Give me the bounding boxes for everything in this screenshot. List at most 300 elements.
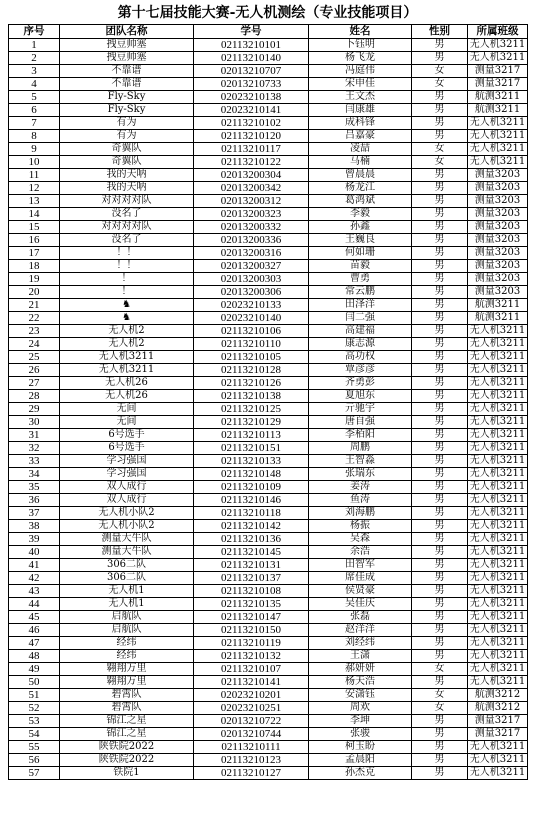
cell-team-name: 无人机3211 bbox=[60, 364, 194, 377]
cell-gender: 男 bbox=[412, 559, 468, 572]
cell-team-name: 我的天呐 bbox=[60, 182, 194, 195]
cell-index: 18 bbox=[9, 260, 60, 273]
cell-index: 29 bbox=[9, 403, 60, 416]
cell-class: 无人机3211 bbox=[468, 546, 528, 559]
cell-name: 齐勇彭 bbox=[309, 377, 412, 390]
cell-class: 无人机3211 bbox=[468, 52, 528, 65]
cell-gender: 男 bbox=[412, 676, 468, 689]
cell-team-name: 无间 bbox=[60, 403, 194, 416]
cell-gender: 男 bbox=[412, 611, 468, 624]
cell-index: 8 bbox=[9, 130, 60, 143]
cell-index: 17 bbox=[9, 247, 60, 260]
cell-student-id: 02113210151 bbox=[194, 442, 309, 455]
cell-name: 柯玉盼 bbox=[309, 741, 412, 754]
cell-student-id: 02113210129 bbox=[194, 416, 309, 429]
cell-gender: 男 bbox=[412, 299, 468, 312]
cell-student-id: 02113210142 bbox=[194, 520, 309, 533]
table-row bbox=[9, 78, 528, 91]
cell-team-name: 学习强国 bbox=[60, 455, 194, 468]
table-row bbox=[9, 130, 528, 143]
table-row bbox=[9, 624, 528, 637]
cell-index: 31 bbox=[9, 429, 60, 442]
cell-student-id: 02113210122 bbox=[194, 156, 309, 169]
cell-name: 赵洋洋 bbox=[309, 624, 412, 637]
cell-class: 无人机3211 bbox=[468, 156, 528, 169]
cell-name: 凌喆 bbox=[309, 143, 412, 156]
cell-gender: 男 bbox=[412, 338, 468, 351]
table-row bbox=[9, 91, 528, 104]
cell-team-name: 碧霄队 bbox=[60, 702, 194, 715]
cell-index: 19 bbox=[9, 273, 60, 286]
cell-name: 曾晨晨 bbox=[309, 169, 412, 182]
cell-gender: 女 bbox=[412, 78, 468, 91]
cell-index: 20 bbox=[9, 286, 60, 299]
cell-name: 吴森 bbox=[309, 533, 412, 546]
cell-name: 李坤 bbox=[309, 715, 412, 728]
cell-student-id: 02113210137 bbox=[194, 572, 309, 585]
cell-name: 安潇钰 bbox=[309, 689, 412, 702]
cell-name: 何如珊 bbox=[309, 247, 412, 260]
cell-name: 夏旭东 bbox=[309, 390, 412, 403]
cell-team-name: ！！ bbox=[60, 260, 194, 273]
cell-name: 高建福 bbox=[309, 325, 412, 338]
header-student-id: 学号 bbox=[194, 25, 309, 39]
cell-gender: 男 bbox=[412, 637, 468, 650]
cell-name: 田泽洋 bbox=[309, 299, 412, 312]
cell-index: 45 bbox=[9, 611, 60, 624]
cell-name: 郝妍妍 bbox=[309, 663, 412, 676]
cell-name: 周欢 bbox=[309, 702, 412, 715]
table-row bbox=[9, 429, 528, 442]
cell-student-id: 02113210131 bbox=[194, 559, 309, 572]
cell-gender: 男 bbox=[412, 767, 468, 780]
cell-team-name: 无人机26 bbox=[60, 377, 194, 390]
table-row bbox=[9, 689, 528, 702]
cell-name: 孙鑫 bbox=[309, 221, 412, 234]
cell-gender: 男 bbox=[412, 273, 468, 286]
cell-gender: 男 bbox=[412, 221, 468, 234]
cell-name: 刘经纬 bbox=[309, 637, 412, 650]
table-row bbox=[9, 325, 528, 338]
cell-team-name: 翱翔万里 bbox=[60, 676, 194, 689]
cell-student-id: 02013200327 bbox=[194, 260, 309, 273]
cell-team-name: ！ bbox=[60, 273, 194, 286]
table-row bbox=[9, 715, 528, 728]
cell-team-name: 不靠谱 bbox=[60, 78, 194, 91]
cell-student-id: 02113210111 bbox=[194, 741, 309, 754]
cell-gender: 男 bbox=[412, 728, 468, 741]
cell-gender: 男 bbox=[412, 52, 468, 65]
cell-team-name: 没名了 bbox=[60, 208, 194, 221]
cell-team-name: 无间 bbox=[60, 416, 194, 429]
cell-name: 吕嘉豪 bbox=[309, 130, 412, 143]
cell-name: 亓驰宇 bbox=[309, 403, 412, 416]
cell-name: 孟晨阳 bbox=[309, 754, 412, 767]
cell-class: 测量3203 bbox=[468, 286, 528, 299]
cell-student-id: 02013200312 bbox=[194, 195, 309, 208]
cell-student-id: 02013210733 bbox=[194, 78, 309, 91]
cell-gender: 男 bbox=[412, 130, 468, 143]
cell-team-name: 306二队 bbox=[60, 559, 194, 572]
cell-class: 无人机3211 bbox=[468, 468, 528, 481]
cell-gender: 女 bbox=[412, 702, 468, 715]
cell-team-name: 陕铁院2022 bbox=[60, 754, 194, 767]
cell-class: 无人机3211 bbox=[468, 364, 528, 377]
cell-gender: 男 bbox=[412, 572, 468, 585]
cell-team-name: 陕铁院2022 bbox=[60, 741, 194, 754]
cell-name: 杨振 bbox=[309, 520, 412, 533]
cell-index: 50 bbox=[9, 676, 60, 689]
table-row bbox=[9, 338, 528, 351]
cell-index: 36 bbox=[9, 494, 60, 507]
cell-class: 测量3217 bbox=[468, 65, 528, 78]
cell-index: 24 bbox=[9, 338, 60, 351]
cell-team-name: 拽豆帅塞 bbox=[60, 52, 194, 65]
cell-gender: 男 bbox=[412, 104, 468, 117]
table-row bbox=[9, 169, 528, 182]
cell-index: 37 bbox=[9, 507, 60, 520]
cell-gender: 男 bbox=[412, 39, 468, 52]
cell-student-id: 02113210105 bbox=[194, 351, 309, 364]
cell-index: 1 bbox=[9, 39, 60, 52]
cell-team-name: 无人机1 bbox=[60, 585, 194, 598]
cell-student-id: 02023210138 bbox=[194, 91, 309, 104]
cell-name: 杨飞龙 bbox=[309, 52, 412, 65]
cell-student-id: 02113210133 bbox=[194, 455, 309, 468]
cell-class: 无人机3211 bbox=[468, 663, 528, 676]
cell-class: 无人机3211 bbox=[468, 598, 528, 611]
cell-name: 马楠 bbox=[309, 156, 412, 169]
cell-gender: 男 bbox=[412, 481, 468, 494]
cell-gender: 男 bbox=[412, 650, 468, 663]
cell-gender: 男 bbox=[412, 117, 468, 130]
cell-name: 覃彦彦 bbox=[309, 364, 412, 377]
cell-class: 测量3203 bbox=[468, 247, 528, 260]
header-team-name: 团队名称 bbox=[60, 25, 194, 39]
cell-student-id: 02113210113 bbox=[194, 429, 309, 442]
cell-name: 冯庭伟 bbox=[309, 65, 412, 78]
cell-index: 2 bbox=[9, 52, 60, 65]
cell-index: 5 bbox=[9, 91, 60, 104]
table-row bbox=[9, 507, 528, 520]
cell-gender: 女 bbox=[412, 143, 468, 156]
table-row bbox=[9, 390, 528, 403]
cell-name: 李栢阳 bbox=[309, 429, 412, 442]
table-row bbox=[9, 286, 528, 299]
cell-index: 52 bbox=[9, 702, 60, 715]
cell-gender: 男 bbox=[412, 208, 468, 221]
table-row bbox=[9, 468, 528, 481]
cell-index: 34 bbox=[9, 468, 60, 481]
cell-class: 测量3217 bbox=[468, 715, 528, 728]
cell-class: 航测3212 bbox=[468, 702, 528, 715]
cell-team-name: 无人机1 bbox=[60, 598, 194, 611]
table-row bbox=[9, 572, 528, 585]
cell-class: 无人机3211 bbox=[468, 338, 528, 351]
table-row bbox=[9, 728, 528, 741]
cell-student-id: 02113210132 bbox=[194, 650, 309, 663]
table-row bbox=[9, 195, 528, 208]
cell-class: 无人机3211 bbox=[468, 403, 528, 416]
cell-gender: 男 bbox=[412, 754, 468, 767]
cell-gender: 男 bbox=[412, 91, 468, 104]
cell-student-id: 02023210133 bbox=[194, 299, 309, 312]
cell-student-id: 02113210127 bbox=[194, 767, 309, 780]
cell-student-id: 02113210101 bbox=[194, 39, 309, 52]
cell-name: 田智军 bbox=[309, 559, 412, 572]
roster-table bbox=[8, 24, 528, 780]
cell-index: 30 bbox=[9, 416, 60, 429]
cell-gender: 男 bbox=[412, 403, 468, 416]
cell-name: 王巍良 bbox=[309, 234, 412, 247]
cell-student-id: 02113210128 bbox=[194, 364, 309, 377]
cell-index: 10 bbox=[9, 156, 60, 169]
cell-student-id: 02013210722 bbox=[194, 715, 309, 728]
table-row bbox=[9, 650, 528, 663]
cell-class: 无人机3211 bbox=[468, 559, 528, 572]
cell-team-name: 6号选手 bbox=[60, 429, 194, 442]
cell-gender: 男 bbox=[412, 234, 468, 247]
cell-name: 张磊 bbox=[309, 611, 412, 624]
cell-index: 14 bbox=[9, 208, 60, 221]
cell-index: 57 bbox=[9, 767, 60, 780]
cell-index: 12 bbox=[9, 182, 60, 195]
cell-name: 侯贤豪 bbox=[309, 585, 412, 598]
cell-gender: 男 bbox=[412, 416, 468, 429]
cell-student-id: 02113210118 bbox=[194, 507, 309, 520]
cell-name: 张骏 bbox=[309, 728, 412, 741]
cell-gender: 男 bbox=[412, 169, 468, 182]
cell-class: 无人机3211 bbox=[468, 481, 528, 494]
cell-team-name: 有为 bbox=[60, 117, 194, 130]
cell-team-name: 启航队 bbox=[60, 624, 194, 637]
cell-index: 22 bbox=[9, 312, 60, 325]
cell-index: 56 bbox=[9, 754, 60, 767]
cell-team-name: 对对对对队 bbox=[60, 221, 194, 234]
table-row bbox=[9, 585, 528, 598]
cell-team-name: 双人成行 bbox=[60, 481, 194, 494]
cell-team-name: 奇翼队 bbox=[60, 143, 194, 156]
cell-index: 27 bbox=[9, 377, 60, 390]
cell-index: 39 bbox=[9, 533, 60, 546]
cell-index: 44 bbox=[9, 598, 60, 611]
cell-class: 无人机3211 bbox=[468, 351, 528, 364]
cell-index: 43 bbox=[9, 585, 60, 598]
cell-student-id: 02113210148 bbox=[194, 468, 309, 481]
table-row bbox=[9, 377, 528, 390]
cell-class: 无人机3211 bbox=[468, 442, 528, 455]
cell-name: 闫二强 bbox=[309, 312, 412, 325]
cell-class: 无人机3211 bbox=[468, 416, 528, 429]
cell-name: 高功权 bbox=[309, 351, 412, 364]
cell-student-id: 02023210251 bbox=[194, 702, 309, 715]
header-name: 姓名 bbox=[309, 25, 412, 39]
cell-index: 4 bbox=[9, 78, 60, 91]
cell-class: 无人机3211 bbox=[468, 429, 528, 442]
cell-student-id: 02023210141 bbox=[194, 104, 309, 117]
cell-student-id: 02113210102 bbox=[194, 117, 309, 130]
header-index: 序号 bbox=[9, 25, 60, 39]
cell-index: 15 bbox=[9, 221, 60, 234]
cell-class: 无人机3211 bbox=[468, 767, 528, 780]
cell-index: 32 bbox=[9, 442, 60, 455]
cell-index: 40 bbox=[9, 546, 60, 559]
cell-gender: 男 bbox=[412, 390, 468, 403]
cell-gender: 男 bbox=[412, 585, 468, 598]
cell-class: 无人机3211 bbox=[468, 143, 528, 156]
cell-class: 无人机3211 bbox=[468, 390, 528, 403]
cell-class: 无人机3211 bbox=[468, 325, 528, 338]
cell-team-name: 无人机小队2 bbox=[60, 520, 194, 533]
cell-team-name: 翱翔万里 bbox=[60, 663, 194, 676]
table-row bbox=[9, 351, 528, 364]
cell-class: 无人机3211 bbox=[468, 130, 528, 143]
cell-student-id: 02113210119 bbox=[194, 637, 309, 650]
cell-gender: 男 bbox=[412, 247, 468, 260]
table-row bbox=[9, 143, 528, 156]
cell-class: 航测3212 bbox=[468, 689, 528, 702]
table-header-row bbox=[9, 25, 528, 39]
cell-class: 测量3203 bbox=[468, 234, 528, 247]
table-row bbox=[9, 455, 528, 468]
cell-class: 无人机3211 bbox=[468, 650, 528, 663]
cell-index: 46 bbox=[9, 624, 60, 637]
cell-gender: 男 bbox=[412, 494, 468, 507]
cell-gender: 男 bbox=[412, 468, 468, 481]
table-row bbox=[9, 663, 528, 676]
cell-team-name: 双人成行 bbox=[60, 494, 194, 507]
cell-student-id: 02113210117 bbox=[194, 143, 309, 156]
cell-index: 54 bbox=[9, 728, 60, 741]
cell-name: 康志源 bbox=[309, 338, 412, 351]
cell-class: 无人机3211 bbox=[468, 494, 528, 507]
cell-team-name: ！ bbox=[60, 286, 194, 299]
cell-student-id: 02013210744 bbox=[194, 728, 309, 741]
cell-name: 吴佳庆 bbox=[309, 598, 412, 611]
cell-team-name: 经纬 bbox=[60, 637, 194, 650]
cell-class: 航测3211 bbox=[468, 312, 528, 325]
cell-class: 航测3211 bbox=[468, 299, 528, 312]
cell-gender: 男 bbox=[412, 260, 468, 273]
cell-student-id: 02113210107 bbox=[194, 663, 309, 676]
table-row bbox=[9, 637, 528, 650]
cell-gender: 男 bbox=[412, 195, 468, 208]
cell-class: 航测3211 bbox=[468, 104, 528, 117]
cell-index: 7 bbox=[9, 117, 60, 130]
header-class: 所属班级 bbox=[468, 25, 528, 39]
cell-index: 26 bbox=[9, 364, 60, 377]
cell-gender: 男 bbox=[412, 182, 468, 195]
cell-gender: 男 bbox=[412, 364, 468, 377]
cell-class: 测量3203 bbox=[468, 260, 528, 273]
cell-name: 余浩 bbox=[309, 546, 412, 559]
table-row bbox=[9, 767, 528, 780]
cell-student-id: 02113210120 bbox=[194, 130, 309, 143]
cell-team-name: Fly-Sky bbox=[60, 104, 194, 117]
cell-student-id: 02113210150 bbox=[194, 624, 309, 637]
cell-name: 曹勇 bbox=[309, 273, 412, 286]
table-row bbox=[9, 702, 528, 715]
cell-gender: 男 bbox=[412, 715, 468, 728]
cell-student-id: 02013200342 bbox=[194, 182, 309, 195]
cell-team-name: 无人机3211 bbox=[60, 351, 194, 364]
cell-team-name: 我的天呐 bbox=[60, 169, 194, 182]
cell-name: 周鹏 bbox=[309, 442, 412, 455]
cell-student-id: 02013210707 bbox=[194, 65, 309, 78]
cell-gender: 男 bbox=[412, 377, 468, 390]
cell-student-id: 02013200336 bbox=[194, 234, 309, 247]
header-gender: 性别 bbox=[412, 25, 468, 39]
cell-student-id: 02023210140 bbox=[194, 312, 309, 325]
cell-gender: 男 bbox=[412, 429, 468, 442]
cell-team-name: 6号选手 bbox=[60, 442, 194, 455]
cell-index: 51 bbox=[9, 689, 60, 702]
cell-team-name: 没名了 bbox=[60, 234, 194, 247]
cell-team-name: 锦江之星 bbox=[60, 715, 194, 728]
cell-gender: 男 bbox=[412, 741, 468, 754]
table-row bbox=[9, 533, 528, 546]
cell-index: 16 bbox=[9, 234, 60, 247]
cell-team-name: Fly-Sky bbox=[60, 91, 194, 104]
cell-class: 无人机3211 bbox=[468, 455, 528, 468]
cell-index: 53 bbox=[9, 715, 60, 728]
cell-gender: 男 bbox=[412, 312, 468, 325]
cell-class: 无人机3211 bbox=[468, 624, 528, 637]
cell-name: 席佳成 bbox=[309, 572, 412, 585]
cell-class: 无人机3211 bbox=[468, 754, 528, 767]
cell-student-id: 02113210110 bbox=[194, 338, 309, 351]
cell-class: 测量3203 bbox=[468, 182, 528, 195]
cell-index: 33 bbox=[9, 455, 60, 468]
cell-student-id: 02113210123 bbox=[194, 754, 309, 767]
cell-name: 李毅 bbox=[309, 208, 412, 221]
cell-student-id: 02113210146 bbox=[194, 494, 309, 507]
cell-name: 唐自强 bbox=[309, 416, 412, 429]
cell-student-id: 02113210141 bbox=[194, 676, 309, 689]
cell-class: 无人机3211 bbox=[468, 676, 528, 689]
cell-class: 测量3203 bbox=[468, 273, 528, 286]
table-row bbox=[9, 416, 528, 429]
cell-gender: 男 bbox=[412, 520, 468, 533]
cell-name: 苗毅 bbox=[309, 260, 412, 273]
cell-student-id: 02013200306 bbox=[194, 286, 309, 299]
cell-name: 闫康雄 bbox=[309, 104, 412, 117]
cell-gender: 女 bbox=[412, 663, 468, 676]
cell-name: 鱼涛 bbox=[309, 494, 412, 507]
table-row bbox=[9, 52, 528, 65]
cell-team-name: ♞ bbox=[60, 299, 194, 312]
table-row bbox=[9, 481, 528, 494]
cell-name: 孙杰克 bbox=[309, 767, 412, 780]
cell-index: 25 bbox=[9, 351, 60, 364]
table-row bbox=[9, 247, 528, 260]
cell-index: 23 bbox=[9, 325, 60, 338]
cell-class: 无人机3211 bbox=[468, 377, 528, 390]
cell-name: 杨天浩 bbox=[309, 676, 412, 689]
table-row bbox=[9, 117, 528, 130]
cell-name: 成科锋 bbox=[309, 117, 412, 130]
cell-student-id: 02113210125 bbox=[194, 403, 309, 416]
table-row bbox=[9, 260, 528, 273]
cell-name: 张瑞东 bbox=[309, 468, 412, 481]
table-row bbox=[9, 546, 528, 559]
cell-student-id: 02113210147 bbox=[194, 611, 309, 624]
cell-index: 28 bbox=[9, 390, 60, 403]
cell-team-name: 无人机小队2 bbox=[60, 507, 194, 520]
table-row bbox=[9, 364, 528, 377]
cell-class: 无人机3211 bbox=[468, 39, 528, 52]
cell-team-name: 铁院1 bbox=[60, 767, 194, 780]
